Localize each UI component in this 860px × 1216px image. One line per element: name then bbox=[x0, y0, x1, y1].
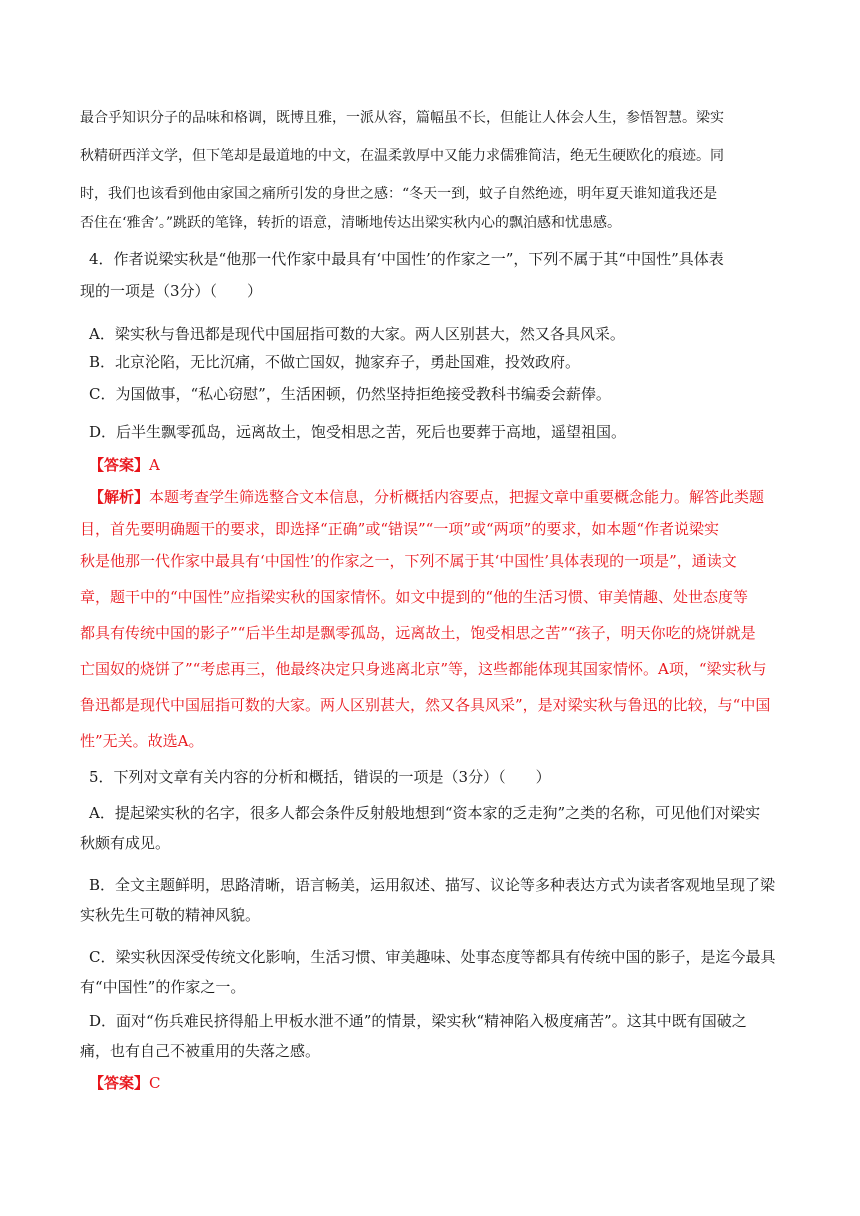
analysis-text: 本题考查学生筛选整合文本信息，分析概括内容要点，把握文章中重要概念能力。解答此类题 bbox=[149, 488, 765, 506]
q4-stem-line: 4．作者说梁实秋是“他那一代作家中最具有‘中国性’的作家之一”，下列不属于其“中国性”具体表 bbox=[89, 250, 724, 268]
q4-option-c: C．为国做事，“私心窃慰”，生活困顿，仍然坚持拒绝接受教科书编委会薪俸。 bbox=[89, 385, 611, 403]
analysis-tag: 【解析】 bbox=[89, 488, 150, 506]
intro-line: 最合乎知识分子的品味和格调，既博且雅，一派从容，篇幅虽不长，但能让人体会人生，参悟智慧。梁实 bbox=[80, 110, 724, 126]
q5-option-d-cont: 痛，也有自己不被重用的失落之感。 bbox=[80, 1042, 321, 1060]
q4-option-d: D．后半生飘零孤岛，远离故土，饱受相思之苦，死后也要葬于高地，遥望祖国。 bbox=[89, 423, 627, 441]
q4-stem-line: 现的一项是（3分）（ ） bbox=[80, 282, 263, 300]
q5-answer bbox=[89, 1074, 789, 1092]
answer-value: A bbox=[149, 456, 160, 474]
q5-option-b: B．全文主题鲜明，思路清晰，语言畅美，运用叙述、描写、议论等多种表达方式为读者客观地呈现了梁 bbox=[89, 876, 776, 894]
q4-analysis-line: 秋是他那一代作家中最具有‘中国性’的作家之一，下列不属于其‘中国性’具体表现的一项是”，通读文 bbox=[80, 552, 737, 570]
q4-analysis-line bbox=[89, 488, 789, 506]
q4-analysis-line: 性”无关。故选A。 bbox=[80, 732, 204, 750]
q5-option-a: A．提起梁实秋的名字，很多人都会条件反射般地想到“资本家的乏走狗”之类的名称，可见他们对梁实 bbox=[89, 804, 761, 822]
answer-tag: 【答案】 bbox=[89, 456, 150, 474]
answer-value: C bbox=[149, 1074, 161, 1092]
q4-analysis-line: 亡国奴的烧饼了”“考虑再三，他最终决定只身逃离北京”等，这些都能体现其国家情怀。A项，“梁实秋与 bbox=[80, 660, 767, 678]
q5-stem-line: 5．下列对文章有关内容的分析和概括，错误的一项是（3分）（ ） bbox=[89, 768, 551, 786]
q4-analysis-line: 章，题干中的“中国性”应指梁实秋的国家情怀。如文中提到的“他的生活习惯、审美情趣、处世态度等 bbox=[80, 588, 749, 606]
q4-analysis-line: 都具有传统中国的影子”“后半生却是飘零孤岛，远离故土，饱受相思之苦”“孩子，明天你吃的烧饼就是 bbox=[80, 624, 756, 642]
q4-option-b: B．北京沦陷，无比沉痛，不做亡国奴，抛家弃子，勇赴国难，投效政府。 bbox=[89, 353, 581, 371]
q4-option-a: A．梁实秋与鲁迅都是现代中国屈指可数的大家。两人区别甚大，然又各具风采。 bbox=[89, 325, 625, 343]
q5-option-b-cont: 实秋先生可敬的精神风貌。 bbox=[80, 906, 261, 924]
q5-option-c-cont: 有“中国性”的作家之一。 bbox=[80, 978, 246, 996]
q5-option-a-cont: 秋颇有成见。 bbox=[80, 834, 171, 852]
intro-line: 否住在‘雅舍’。”跳跃的笔锋，转折的语意，清晰地传达出梁实秋内心的飘泊感和忧患感。 bbox=[80, 215, 622, 231]
q4-analysis-line: 鲁迅都是现代中国屈指可数的大家。两人区别甚大，然又各具风采”，是对梁实秋与鲁迅的比较，与“中国 bbox=[80, 696, 771, 714]
answer-tag: 【答案】 bbox=[89, 1074, 150, 1092]
q5-option-d: D．面对“伤兵难民挤得船上甲板水泄不通”的情景，梁实秋“精神陷入极度痛苦”。这其中既有国破之 bbox=[89, 1012, 747, 1030]
q4-answer bbox=[89, 456, 789, 474]
intro-line: 秋精研西洋文学，但下笔却是最道地的中文，在温柔敦厚中又能力求儒雅简洁，绝无生硬欧化的痕迹。同 bbox=[80, 148, 724, 164]
intro-line: 时，我们也该看到他由家国之痛所引发的身世之感：“冬天一到，蚊子自然绝迹，明年夏天谁知道我还是 bbox=[80, 186, 718, 202]
q5-option-c: C．梁实秋因深受传统文化影响，生活习惯、审美趣味、处事态度等都具有传统中国的影子，是迄今最具 bbox=[89, 948, 776, 966]
q4-analysis-line: 目，首先要明确题干的要求，即选择“正确”或“错误”“一项”或“两项”的要求，如本题“作者说梁实 bbox=[80, 520, 720, 538]
